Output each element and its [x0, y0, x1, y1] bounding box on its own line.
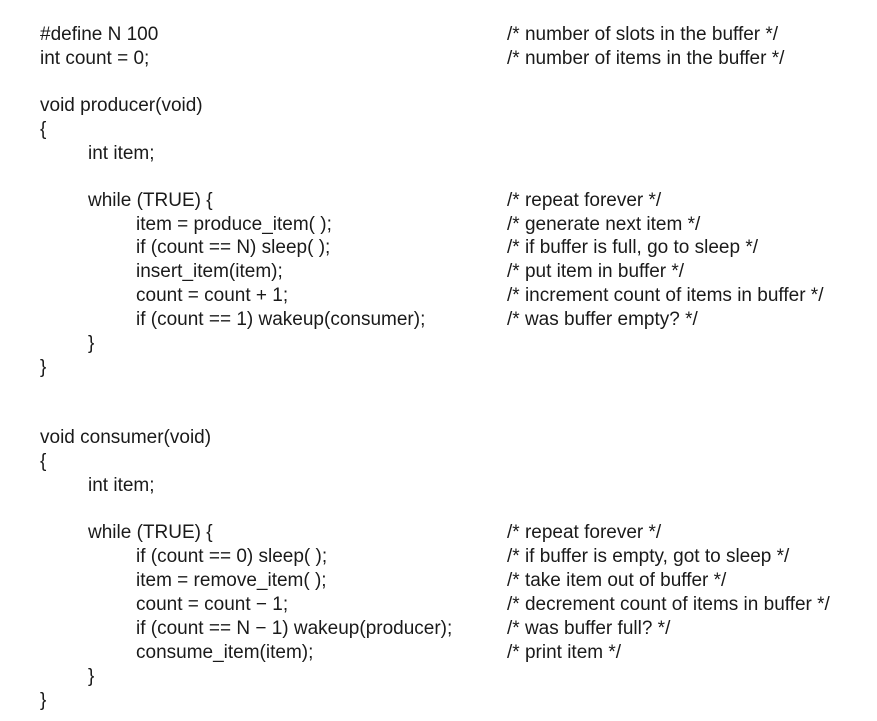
code-text: while (TRUE) { — [88, 190, 213, 211]
code-text: consume_item(item); — [136, 642, 314, 663]
code-text: { — [40, 119, 47, 140]
code-line — [0, 569, 877, 593]
code-line — [0, 47, 877, 71]
code-text: count = count − 1; — [136, 594, 289, 615]
code-comment: /* was buffer empty? */ — [507, 309, 698, 330]
code-text: if (count == 0) sleep( ); — [136, 546, 328, 567]
code-line — [0, 356, 877, 380]
code-comment: /* take item out of buffer */ — [507, 570, 727, 591]
code-comment: /* number of slots in the buffer */ — [507, 24, 779, 45]
code-line — [0, 641, 877, 665]
code-line — [0, 142, 877, 166]
code-line — [0, 617, 877, 641]
code-line — [0, 521, 877, 545]
code-text: void consumer(void) — [40, 427, 212, 448]
code-line — [0, 689, 877, 713]
code-text: void producer(void) — [40, 95, 203, 116]
code-comment: /* if buffer is full, go to sleep */ — [507, 237, 759, 258]
code-comment: /* was buffer full? */ — [507, 618, 671, 639]
code-text: while (TRUE) { — [88, 522, 213, 543]
code-text: } — [88, 666, 95, 687]
code-text: } — [40, 357, 47, 378]
code-line — [0, 284, 877, 308]
code-line — [0, 23, 877, 47]
code-line — [0, 236, 877, 260]
code-line — [0, 593, 877, 617]
code-text: insert_item(item); — [136, 261, 283, 282]
code-line — [0, 118, 877, 142]
code-comment: /* number of items in the buffer */ — [507, 48, 785, 69]
code-line — [0, 213, 877, 237]
code-line — [0, 332, 877, 356]
code-text: } — [40, 690, 47, 711]
code-comment: /* decrement count of items in buffer */ — [507, 594, 830, 615]
code-comment: /* print item */ — [507, 642, 622, 663]
code-comment: /* repeat forever */ — [507, 522, 662, 543]
code-comment: /* generate next item */ — [507, 214, 701, 235]
code-line — [0, 260, 877, 284]
code-line — [0, 189, 877, 213]
code-text: if (count == 1) wakeup(consumer); — [136, 309, 426, 330]
code-comment: /* increment count of items in buffer */ — [507, 285, 824, 306]
code-text: int item; — [88, 143, 155, 164]
code-text: { — [40, 451, 47, 472]
code-text: item = remove_item( ); — [136, 570, 327, 591]
code-text: } — [88, 333, 95, 354]
code-line — [0, 474, 877, 498]
code-line — [0, 426, 877, 450]
code-line — [0, 450, 877, 474]
code-comment: /* if buffer is empty, got to sleep */ — [507, 546, 790, 567]
code-line — [0, 545, 877, 569]
code-comment: /* put item in buffer */ — [507, 261, 685, 282]
code-line — [0, 94, 877, 118]
code-text: count = count + 1; — [136, 285, 289, 306]
code-text: #define N 100 — [40, 24, 159, 45]
code-text: if (count == N − 1) wakeup(producer); — [136, 618, 453, 639]
code-text: int count = 0; — [40, 48, 150, 69]
code-text: if (count == N) sleep( ); — [136, 237, 331, 258]
code-text: item = produce_item( ); — [136, 214, 332, 235]
code-text: int item; — [88, 475, 155, 496]
code-line — [0, 665, 877, 689]
code-line — [0, 308, 877, 332]
code-comment: /* repeat forever */ — [507, 190, 662, 211]
